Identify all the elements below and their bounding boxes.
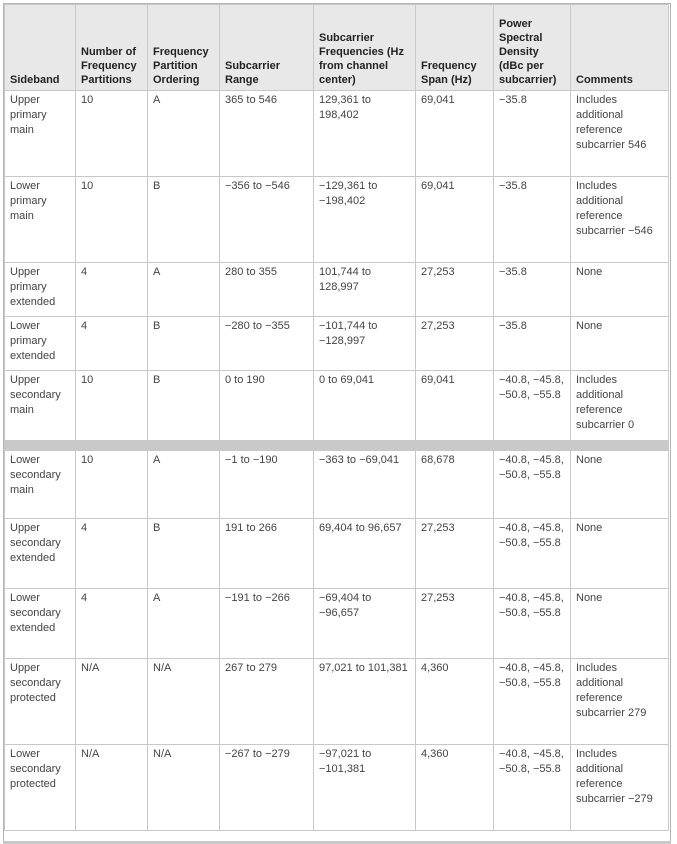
table-cell: −129,361 to −198,402 [314, 177, 416, 263]
table-cell: Upper primary main [5, 91, 76, 177]
table-row [5, 371, 669, 441]
table-cell: −40.8, −45.8, −50.8, −55.8 [494, 745, 571, 831]
table-cell: 4 [76, 519, 148, 589]
table-cell: 4,360 [416, 745, 494, 831]
header-cell: Sideband [5, 5, 76, 91]
table-cell: −356 to −546 [220, 177, 314, 263]
table-cell: None [571, 317, 669, 371]
table-cell: 27,253 [416, 519, 494, 589]
table-cell: 365 to 546 [220, 91, 314, 177]
table-cell: Lower primary main [5, 177, 76, 263]
table-cell: 0 to 69,041 [314, 371, 416, 441]
table-cell: None [571, 263, 669, 317]
table-cell: 4 [76, 317, 148, 371]
table-row [5, 519, 669, 589]
table-cell: Upper primary extended [5, 263, 76, 317]
table-cell: N/A [148, 745, 220, 831]
table-cell: −1 to −190 [220, 451, 314, 519]
table-cell: N/A [76, 659, 148, 745]
table-cell: None [571, 589, 669, 659]
table-row [5, 317, 669, 371]
table-cell: 267 to 279 [220, 659, 314, 745]
table-cell: 69,041 [416, 177, 494, 263]
table-cell: Upper secondary extended [5, 519, 76, 589]
table-cell: 4,360 [416, 659, 494, 745]
table-cell: A [148, 589, 220, 659]
table-row [5, 177, 669, 263]
table-frame [3, 3, 671, 843]
table-cell: A [148, 451, 220, 519]
header-cell: Frequency Span (Hz) [416, 5, 494, 91]
table-cell: A [148, 263, 220, 317]
table-cell: −40.8, −45.8, −50.8, −55.8 [494, 589, 571, 659]
table-cell: Upper secondary protected [5, 659, 76, 745]
table-cell: Lower secondary protected [5, 745, 76, 831]
table-cell: −363 to −69,041 [314, 451, 416, 519]
table-cell: 69,041 [416, 91, 494, 177]
table-cell: 10 [76, 91, 148, 177]
table-cell: None [571, 519, 669, 589]
table-cell: 69,404 to 96,657 [314, 519, 416, 589]
separator-row [5, 441, 669, 451]
table-cell: −40.8, −45.8, −50.8, −55.8 [494, 659, 571, 745]
table-cell: 10 [76, 371, 148, 441]
table-body-bottom [5, 451, 669, 831]
table-cell: −35.8 [494, 177, 571, 263]
table-cell: −280 to −355 [220, 317, 314, 371]
table-cell: Lower primary extended [5, 317, 76, 371]
table-body-top [5, 91, 669, 441]
table-row [5, 263, 669, 317]
header-cell: Number of Frequency Partitions [76, 5, 148, 91]
table-cell: Lower secondary extended [5, 589, 76, 659]
table-cell: None [571, 451, 669, 519]
table-cell: −35.8 [494, 263, 571, 317]
table-cell: −40.8, −45.8, −50.8, −55.8 [494, 519, 571, 589]
table-row [5, 659, 669, 745]
table-cell: 27,253 [416, 317, 494, 371]
table-cell: Includes additional reference subcarrier 546 [571, 91, 669, 177]
table-cell: N/A [76, 745, 148, 831]
table-cell: −101,744 to −128,997 [314, 317, 416, 371]
ofdm-subcarrier-table [4, 4, 669, 831]
table-cell: N/A [148, 659, 220, 745]
table-cell: Includes additional reference subcarrier −546 [571, 177, 669, 263]
table-separator [5, 441, 669, 451]
table-cell: −267 to −279 [220, 745, 314, 831]
table-cell: 97,021 to 101,381 [314, 659, 416, 745]
table-row [5, 745, 669, 831]
header-cell: Frequency Partition Ordering [148, 5, 220, 91]
header-cell: Subcarrier Frequencies (Hz from channel center) [314, 5, 416, 91]
table-cell: 27,253 [416, 263, 494, 317]
table-cell: 4 [76, 263, 148, 317]
table-cell: 10 [76, 177, 148, 263]
table-cell: 280 to 355 [220, 263, 314, 317]
table-cell: −40.8, −45.8, −50.8, −55.8 [494, 371, 571, 441]
table-cell: 101,744 to 128,997 [314, 263, 416, 317]
table-cell: −191 to −266 [220, 589, 314, 659]
table-cell: −69,404 to −96,657 [314, 589, 416, 659]
header-row [5, 5, 669, 91]
table-cell: 191 to 266 [220, 519, 314, 589]
table-cell: Includes additional reference subcarrier 0 [571, 371, 669, 441]
header-cell: Power Spectral Density (dBc per subcarrier) [494, 5, 571, 91]
table-row [5, 451, 669, 519]
table-cell: B [148, 177, 220, 263]
table-cell: −35.8 [494, 91, 571, 177]
table-cell: Upper secondary main [5, 371, 76, 441]
table-cell: B [148, 317, 220, 371]
header-cell: Comments [571, 5, 669, 91]
header-cell: Subcarrier Range [220, 5, 314, 91]
table-cell: B [148, 519, 220, 589]
table-cell: 4 [76, 589, 148, 659]
table-cell: 0 to 190 [220, 371, 314, 441]
table-cell: 69,041 [416, 371, 494, 441]
table-row [5, 589, 669, 659]
table-cell: 129,361 to 198,402 [314, 91, 416, 177]
table-cell: −40.8, −45.8, −50.8, −55.8 [494, 451, 571, 519]
table-cell: −35.8 [494, 317, 571, 371]
table-cell: B [148, 371, 220, 441]
table-cell: A [148, 91, 220, 177]
table-cell: Includes additional reference subcarrier 279 [571, 659, 669, 745]
table-cell: Includes additional reference subcarrier −279 [571, 745, 669, 831]
table-cell: 27,253 [416, 589, 494, 659]
table-row [5, 91, 669, 177]
table-cell: 68,678 [416, 451, 494, 519]
table-cell: −97,021 to −101,381 [314, 745, 416, 831]
table-cell: 10 [76, 451, 148, 519]
table-cell: Lower secondary main [5, 451, 76, 519]
separator-cell [5, 441, 669, 451]
